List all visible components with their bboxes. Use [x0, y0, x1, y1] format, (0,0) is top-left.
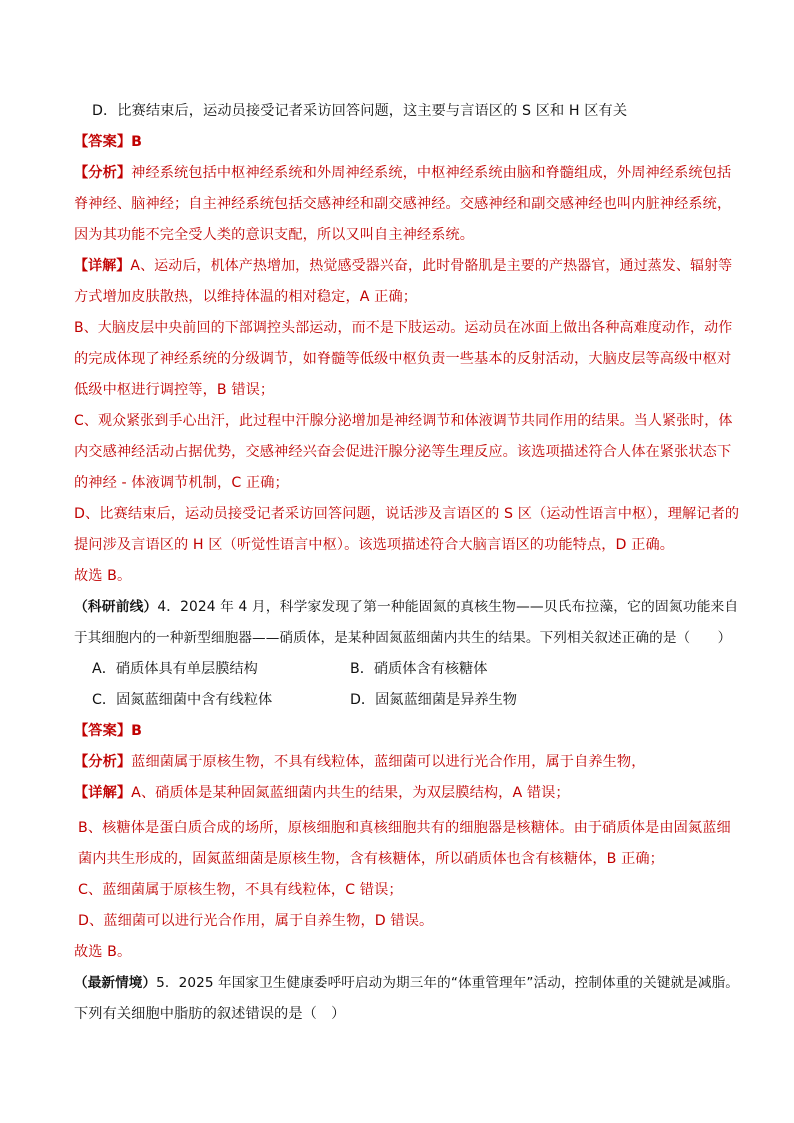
q3-detail-b-line2: 的完成体现了神经系统的分级调节，如脊髓等低级中枢负责一些基本的反射活动，大脑皮层等高级中枢对	[74, 351, 732, 367]
q4-detail-b-line1: B、核糖体是蛋白质合成的场所，原核细胞和真核细胞共有的细胞器是核糖体。由于硝质体是由固氮蓝细	[78, 820, 731, 836]
q4-stem-text: 4．2024 年 4 月，科学家发现了第一种能固氮的真核生物——贝氏布拉藻，它的固氮功能来自	[157, 599, 739, 615]
q3-detail-c-line3: 的神经 - 体液调节机制，C 正确；	[74, 475, 289, 491]
analysis-text: 蓝细菌属于原核生物，不具有线粒体，蓝细菌可以进行光合作用，属于自养生物，	[131, 754, 646, 770]
q4-analysis	[74, 752, 646, 772]
detail-tag: 【详解】	[74, 785, 132, 801]
q3-detail-c-line2: 内交感神经活动占据优势，交感神经兴奋会促进汗腺分泌等生理反应。该选项描述符合人体在紧张状态下	[74, 444, 732, 460]
q4-conclusion: 故选 B。	[74, 944, 132, 960]
q3-analysis	[74, 163, 731, 183]
q5-prefix: （最新情境）	[74, 975, 157, 991]
answer-tag: 【答案】	[74, 134, 132, 150]
q3-detail-a	[74, 256, 732, 276]
analysis-text: 神经系统包括中枢神经系统和外周神经系统，中枢神经系统由脑和脊髓组成，外周神经系统包括	[131, 165, 732, 181]
q4-answer	[74, 721, 142, 741]
q5-stem-text: 5．2025 年国家卫生健康委呼吁启动为期三年的“体重管理年”活动，控制体重的关键就是减脂。	[156, 975, 739, 991]
q4-detail-d: D、蓝细菌可以进行光合作用，属于自养生物，D 错误。	[78, 913, 434, 929]
q4-stem-line2: 于其细胞内的一种新型细胞器——硝质体，是某种固氮蓝细菌内共生的结果。下列相关叙述正确的是（ ）	[74, 630, 732, 646]
analysis-tag: 【分析】	[74, 754, 132, 770]
q5-stem-line1	[74, 973, 739, 993]
answer-tag: 【答案】	[74, 723, 132, 739]
q3-detail-b-line3: 低级中枢进行调控等，B 错误；	[74, 382, 275, 398]
q3-detail-d-line1: D、比赛结束后，运动员接受记者采访回答问题，说话涉及言语区的 S 区（运动性语言中枢），理解记者的	[74, 506, 740, 522]
q5-stem-line2: 下列有关细胞中脂肪的叙述错误的是（ ）	[74, 1006, 346, 1022]
q3-analysis-line2: 脊神经、脑神经；自主神经系统包括交感神经和副交感神经。交感神经和副交感神经也叫内脏神经系统，	[74, 196, 732, 212]
q4-detail-b-line2: 菌内共生形成的，固氮蓝细菌是原核生物，含有核糖体，所以硝质体也含有核糖体，B 正确；	[78, 851, 664, 867]
detail-text: A、硝质体是某种固氮蓝细菌内共生的结果，为双层膜结构，A 错误；	[131, 785, 570, 801]
q4-option-d: D．固氮蓝细菌是异养生物	[350, 692, 517, 708]
q3-answer	[74, 132, 142, 152]
analysis-tag: 【分析】	[74, 165, 132, 181]
q3-detail-a-line2: 方式增加皮肤散热，以维持体温的相对稳定，A 正确；	[74, 289, 418, 305]
answer-value: B	[131, 723, 143, 739]
q3-detail-d-line2: 提问涉及言语区的 H 区（听觉性语言中枢）。该选项描述符合大脑言语区的功能特点，D 正确。	[74, 537, 675, 553]
q4-prefix: （科研前线）	[74, 599, 158, 615]
q4-option-b: B．硝质体含有核糖体	[350, 661, 488, 677]
q4-stem-line1	[74, 597, 738, 617]
q3-conclusion: 故选 B。	[74, 568, 132, 584]
q4-detail-c: C、蓝细菌属于原核生物，不具有线粒体，C 错误；	[78, 882, 403, 898]
detail-tag: 【详解】	[74, 258, 131, 274]
q4-detail-a	[74, 783, 570, 803]
q3-detail-b-line1: B、大脑皮层中央前回的下部调控头部运动，而不是下肢运动。运动员在冰面上做出各种高难度动作，动作	[74, 320, 733, 336]
q4-option-a: A．硝质体具有单层膜结构	[92, 661, 258, 677]
answer-value: B	[131, 134, 143, 150]
q3-detail-c-line1: C、观众紧张到手心出汗，此过程中汗腺分泌增加是神经调节和体液调节共同作用的结果。当人紧张时，体	[74, 413, 733, 429]
q3-option-d: D．比赛结束后，运动员接受记者采访回答问题，这主要与言语区的 S 区和 H 区有关	[92, 103, 628, 119]
detail-text: A、运动后，机体产热增加，热觉感受器兴奋，此时骨骼肌是主要的产热器官，通过蒸发、辐射等	[130, 258, 733, 274]
q4-option-c: C．固氮蓝细菌中含有线粒体	[92, 692, 273, 708]
q3-analysis-line3: 因为其功能不完全受人类的意识支配，所以又叫自主神经系统。	[74, 227, 475, 243]
